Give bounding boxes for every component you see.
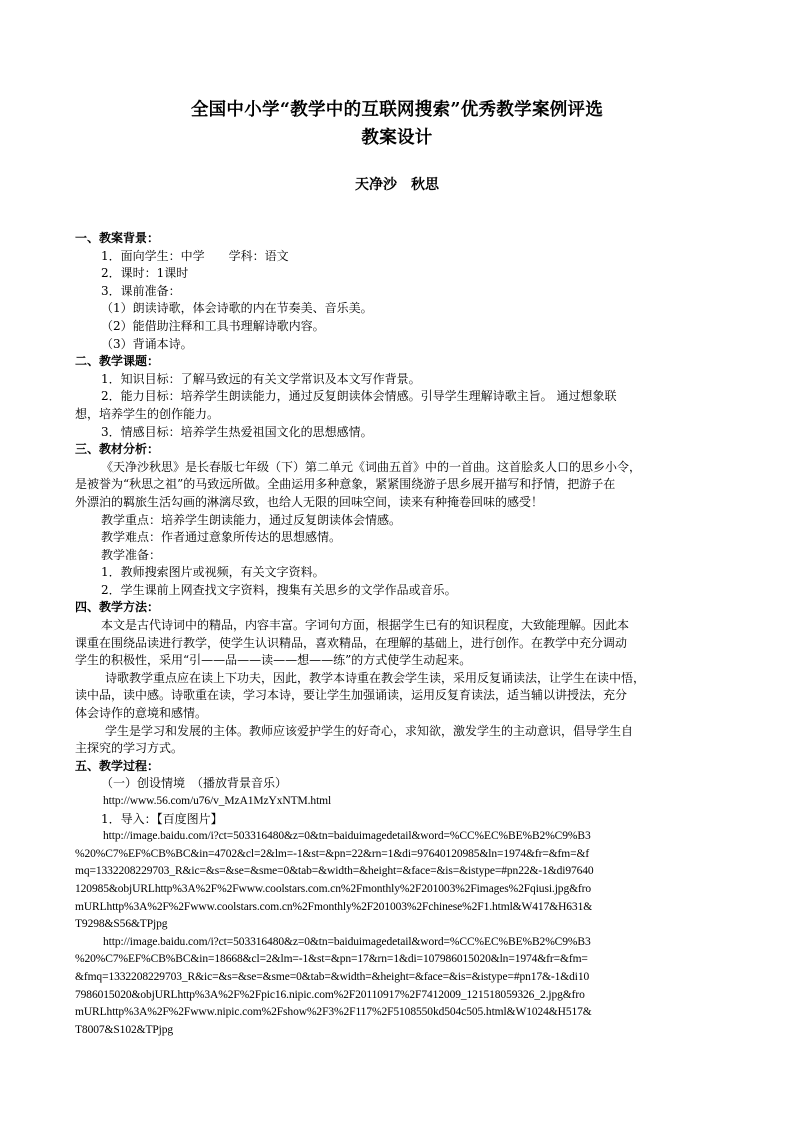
section-heading: 五、教学过程： <box>75 758 160 773</box>
section-analysis <box>75 441 720 599</box>
section-heading: 一、教案背景： <box>75 231 160 245</box>
section-topic <box>75 353 720 441</box>
paragraph-line: （一）创设情境 （播放背景音乐） <box>101 776 288 791</box>
paragraph-line: 教学重点：培养学生朗读能力，通过反复朗读体会情感。 <box>101 512 402 527</box>
section-process <box>75 758 720 1040</box>
image-link-continued[interactable]: mq=1332208229703_R&ic=&s=&se=&sme=0&tab=&width=&height=&face=&is=&istype=#pn22&-1&di97640 <box>75 865 594 878</box>
paragraph-line: 是被誉为“秋思之祖”的马致远所做。全曲运用多种意象，紧紧围绕游子思乡展开描写和抒情，把游子在 <box>75 477 616 492</box>
paragraph-line: 1．导入：【百度图片】 <box>101 811 223 826</box>
image-link-continued[interactable]: 7986015020&objURLhttp%3A%2F%2Fpic16.nipic.com%2F20110917%2F7412009_121518059326_2.jpg&fro <box>75 988 585 1001</box>
image-link[interactable]: http://image.baidu.com/i?ct=503316480&z=0&tn=baiduimagedetail&word=%CC%EC%BE%B2%C9%B3 <box>103 935 591 948</box>
paragraph-line: 教学准备： <box>101 547 162 562</box>
document-title: 全国中小学“教学中的互联网搜索”优秀教学案例评选 <box>190 100 604 120</box>
paragraph-line: （2）能借助注释和工具书理解诗歌内容。 <box>101 318 325 333</box>
document-title-line2: 教案设计 <box>361 128 433 148</box>
paragraph-line: 诗歌教学重点应在读上下功夫，因此，教学本诗重在教会学生读，采用反复诵读法，让学生在读中悟， <box>105 670 646 685</box>
paragraph-line: 学生的积极性，采用“引——品——读——想——练”的方式使学生动起来。 <box>75 653 472 668</box>
section-heading: 二、教学课题： <box>75 354 160 369</box>
paragraph-line: 2．学生课前上网查找文字资料，搜集有关思乡的文学作品或音乐。 <box>101 582 457 597</box>
image-link-continued[interactable]: %20%C7%EF%CB%BC&in=4702&cl=2&lm=-1&st=&pn=22&rn=1&di=97640120985&ln=1974&fr=&fm=&f <box>75 847 590 860</box>
image-link[interactable]: http://image.baidu.com/i?ct=503316480&z=0&tn=baiduimagedetail&word=%CC%EC%BE%B2%C9%B3 <box>103 830 591 843</box>
paragraph-line: 《天净沙秋思》是长春版七年级（下）第二单元《词曲五首》中的一首曲。这首脍炙人口的思乡小令， <box>101 459 642 474</box>
paragraph-line: 课重在围绕品读进行教学，使学生认识精品，喜欢精品，在理解的基础上，进行创作。在教学中充分调动 <box>75 635 628 650</box>
video-link[interactable]: http://www.56.com/u76/v_MzA1MzYxNTM.html <box>103 795 332 807</box>
paragraph-line: （3）背诵本诗。 <box>101 336 193 351</box>
paragraph-line: 读中品，读中感。诗歌重在读，学习本诗，要让学生加强诵读，运用反复育读法，适当辅以讲授法，充分 <box>75 688 628 703</box>
paragraph-line: 想，培养学生的创作能力。 <box>75 406 220 421</box>
section-heading: 三、教材分析： <box>75 442 160 457</box>
section-heading: 四、教学方法： <box>75 600 160 615</box>
image-link-continued[interactable]: 120985&objURLhttp%3A%2F%2Fwww.coolstars.com.cn%2Fmonthly%2F201003%2Fimages%2Fqiusi.jpg&fro <box>75 882 592 895</box>
paragraph-line: 1．面向学生：中学 学科：语文 <box>101 248 289 263</box>
paragraph-line: 3．课前准备： <box>101 283 181 298</box>
paragraph-line: 教学难点：作者通过意象所传达的思想感情。 <box>101 530 342 545</box>
paragraph-line: 本文是古代诗词中的精品，内容丰富。字词句方面，根据学生已有的知识程度，大致能理解。因此本 <box>101 618 630 633</box>
paragraph-line: 体会诗作的意境和感情。 <box>75 706 208 721</box>
image-link-continued[interactable]: %20%C7%EF%CB%BC&in=18668&cl=2&lm=-1&st=&pn=17&rn=1&di=107986015020&ln=1974&fr=&fm= <box>75 953 588 966</box>
image-link-continued[interactable]: T8007&S102&TPjpg <box>75 1023 174 1036</box>
lesson-title: 天净沙 秋思 <box>355 177 439 193</box>
paragraph-line: 外漂泊的羁旅生活勾画的淋漓尽致，也给人无限的回味空间，读来有种掩卷回味的感受！ <box>75 494 544 509</box>
paragraph-line: 学生是学习和发展的主体。教师应该爱护学生的好奇心，求知欲，激发学生的主动意识，倡导学生自 <box>105 723 634 738</box>
image-link-continued[interactable]: mURLhttp%3A%2F%2Fwww.nipic.com%2Fshow%2F3%2F117%2F5108550kd504c505.html&W1024&H517& <box>75 1006 592 1019</box>
image-link-continued[interactable]: mURLhttp%3A%2F%2Fwww.coolstars.com.cn%2Fmonthly%2F201003%2Fchinese%2F1.html&W417&H631& <box>75 900 593 913</box>
document-body <box>75 230 720 1039</box>
paragraph-line: 3．情感目标：培养学生热爱祖国文化的思想感情。 <box>101 424 373 439</box>
image-link-continued[interactable]: T9298&S56&TPjpg <box>75 918 168 931</box>
paragraph-line: 1．教师搜索图片或视频，有关文字资料。 <box>101 565 325 580</box>
image-link-continued[interactable]: &fmq=1332208229703_R&ic=&s=&se=&sme=0&tab=&width=&height=&face=&is=&istype=#pn17&-1&di10 <box>75 970 590 983</box>
paragraph-line: （1）朗读诗歌，体会诗歌的内在节奏美、音乐美。 <box>101 301 373 316</box>
paragraph-line: 2．课时：1课时 <box>101 266 189 281</box>
paragraph-line: 主探究的学习方式。 <box>75 741 184 756</box>
paragraph-line: 1．知识目标：了解马致远的有关文学常识及本文写作背景。 <box>101 371 421 386</box>
section-methods <box>75 599 720 757</box>
section-background <box>75 230 720 353</box>
paragraph-line: 2．能力目标：培养学生朗读能力，通过反复朗读体会情感。引导学生理解诗歌主旨。 通过想象联 <box>101 389 617 404</box>
